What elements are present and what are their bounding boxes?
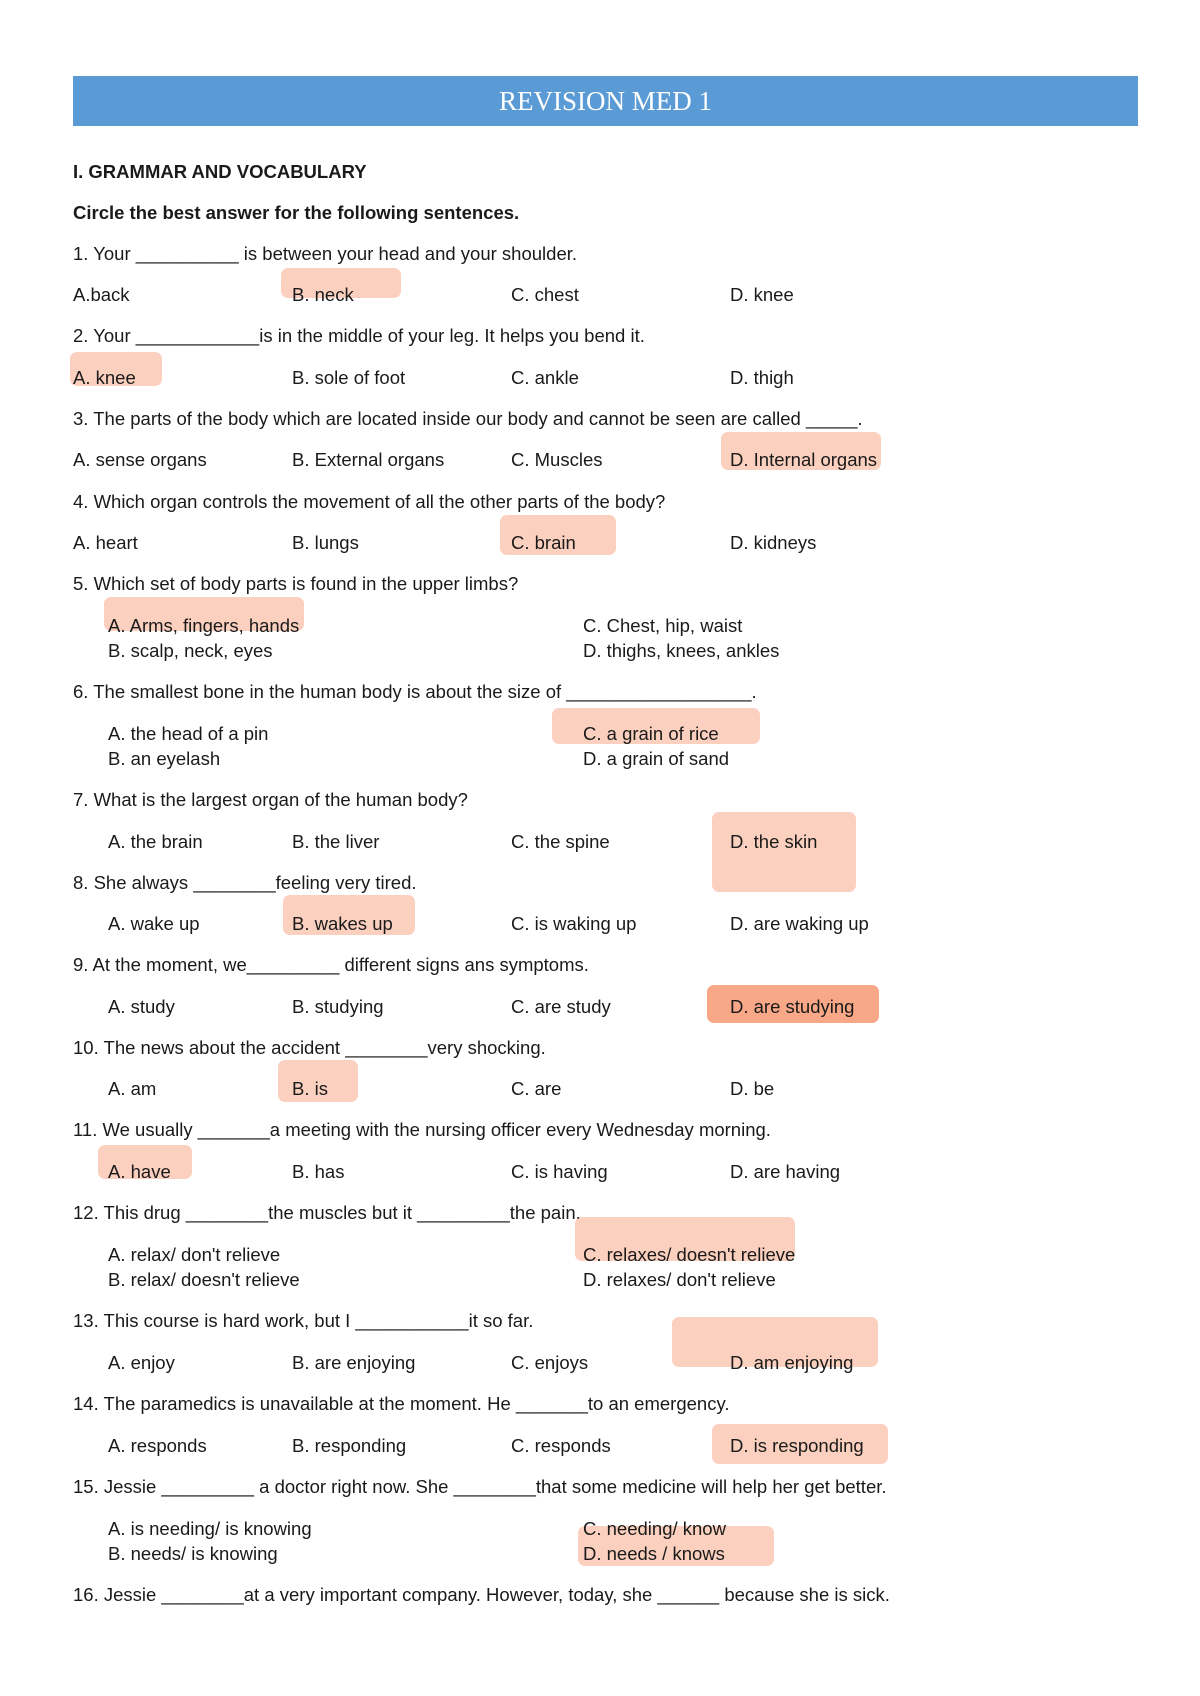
answer-option[interactable]: B. is (292, 1078, 328, 1099)
question-text: 5. Which set of body parts is found in the upper limbs? (73, 573, 519, 594)
answer-option[interactable]: B. lungs (292, 532, 359, 553)
answer-option[interactable]: D. a grain of sand (583, 748, 730, 769)
answer-option[interactable]: D. needs / knows (583, 1543, 725, 1564)
answer-option[interactable]: D. Internal organs (730, 449, 878, 470)
answer-option[interactable]: D. are studying (730, 996, 855, 1017)
answer-option[interactable]: B. relax/ doesn't relieve (108, 1269, 300, 1290)
question-text: 1. Your __________ is between your head and your shoulder. (73, 243, 578, 264)
question-text: 13. This course is hard work, but I ___________it so far. (73, 1310, 534, 1331)
answer-option[interactable]: A.back (73, 284, 130, 305)
answer-option[interactable]: A. wake up (108, 913, 200, 934)
answer-option[interactable]: A. heart (73, 532, 138, 553)
answer-option[interactable]: D. is responding (730, 1435, 864, 1456)
answer-option[interactable]: C. ankle (511, 367, 579, 388)
answer-option[interactable]: B. External organs (292, 449, 445, 470)
answer-option[interactable]: C. enjoys (511, 1352, 589, 1373)
answer-option[interactable]: B. studying (292, 996, 384, 1017)
question-text: 9. At the moment, we_________ different signs ans symptoms. (73, 954, 589, 975)
question-text: 3. The parts of the body which are located inside our body and cannot be seen are called _____. (73, 408, 863, 429)
answer-option[interactable]: D. relaxes/ don't relieve (583, 1269, 776, 1290)
answer-option[interactable]: C. Muscles (511, 449, 603, 470)
instruction-text: Circle the best answer for the following sentences. (73, 202, 520, 223)
answer-option[interactable]: C. Chest, hip, waist (583, 615, 743, 636)
answer-option[interactable]: B. an eyelash (108, 748, 221, 769)
question-text: 12. This drug ________the muscles but it _________the pain. (73, 1202, 581, 1223)
answer-option[interactable]: C. is waking up (511, 913, 637, 934)
answer-option[interactable]: A. have (108, 1161, 171, 1182)
section-heading: I. GRAMMAR AND VOCABULARY (73, 161, 367, 182)
answer-option[interactable]: C. are (511, 1078, 562, 1099)
answer-option[interactable]: D. are waking up (730, 913, 869, 934)
answer-option[interactable]: A. the brain (108, 831, 203, 852)
answer-option[interactable]: B. the liver (292, 831, 380, 852)
answer-option[interactable]: C. chest (511, 284, 579, 305)
answer-option[interactable]: C. a grain of rice (583, 723, 719, 744)
question-text: 15. Jessie _________ a doctor right now. She ________that some medicine will help her get better. (73, 1476, 887, 1497)
question-text: 7. What is the largest organ of the human body? (73, 789, 468, 810)
page-title: REVISION MED 1 (499, 85, 712, 116)
answer-option[interactable]: C. responds (511, 1435, 611, 1456)
answer-option[interactable]: A. knee (73, 367, 136, 388)
question-text: 16. Jessie ________at a very important company. However, today, she ______ because she is sick. (73, 1584, 890, 1605)
answer-option[interactable]: D. knee (730, 284, 794, 305)
answer-option[interactable]: B. sole of foot (292, 367, 406, 388)
answer-option[interactable]: B. has (292, 1161, 345, 1182)
answer-option[interactable]: A. study (108, 996, 175, 1017)
answer-option[interactable]: A. the head of a pin (108, 723, 269, 744)
answer-option[interactable]: B. are enjoying (292, 1352, 416, 1373)
answer-option[interactable]: B. neck (292, 284, 354, 305)
answer-option[interactable]: A. am (108, 1078, 157, 1099)
answer-option[interactable]: B. responding (292, 1435, 407, 1456)
answer-option[interactable]: A. Arms, fingers, hands (108, 615, 300, 636)
answer-option[interactable]: D. am enjoying (730, 1352, 854, 1373)
answer-option[interactable]: B. wakes up (292, 913, 393, 934)
answer-option[interactable]: C. needing/ know (583, 1518, 726, 1539)
answer-option[interactable]: C. relaxes/ doesn't relieve (583, 1244, 796, 1265)
question-text: 11. We usually _______a meeting with the nursing officer every Wednesday morning. (73, 1119, 771, 1140)
question-text: 2. Your ____________is in the middle of your leg. It helps you bend it. (73, 325, 645, 346)
answer-option[interactable]: D. kidneys (730, 532, 817, 553)
answer-option[interactable]: C. is having (511, 1161, 608, 1182)
answer-option[interactable]: D. thigh (730, 367, 794, 388)
answer-option[interactable]: D. are having (730, 1161, 841, 1182)
answer-option[interactable]: C. are study (511, 996, 611, 1017)
answer-option[interactable]: B. needs/ is knowing (108, 1543, 278, 1564)
answer-option[interactable]: D. thighs, knees, ankles (583, 640, 780, 661)
question-text: 6. The smallest bone in the human body is about the size of __________________. (73, 681, 757, 702)
answer-option[interactable]: C. the spine (511, 831, 610, 852)
answer-option[interactable]: D. be (730, 1078, 775, 1099)
answer-option[interactable]: D. the skin (730, 831, 818, 852)
answer-option[interactable]: A. is needing/ is knowing (108, 1518, 312, 1539)
question-text: 10. The news about the accident ________very shocking. (73, 1037, 546, 1058)
answer-option[interactable]: A. relax/ don't relieve (108, 1244, 281, 1265)
title-banner (73, 76, 1138, 126)
answer-option[interactable]: C. brain (511, 532, 576, 553)
answer-option[interactable]: A. responds (108, 1435, 207, 1456)
question-text: 14. The paramedics is unavailable at the moment. He _______to an emergency. (73, 1393, 730, 1414)
question-text: 8. She always ________feeling very tired. (73, 872, 417, 893)
answer-option[interactable]: A. enjoy (108, 1352, 175, 1373)
question-text: 4. Which organ controls the movement of all the other parts of the body? (73, 491, 666, 512)
answer-option[interactable]: B. scalp, neck, eyes (108, 640, 273, 661)
answer-option[interactable]: A. sense organs (73, 449, 207, 470)
